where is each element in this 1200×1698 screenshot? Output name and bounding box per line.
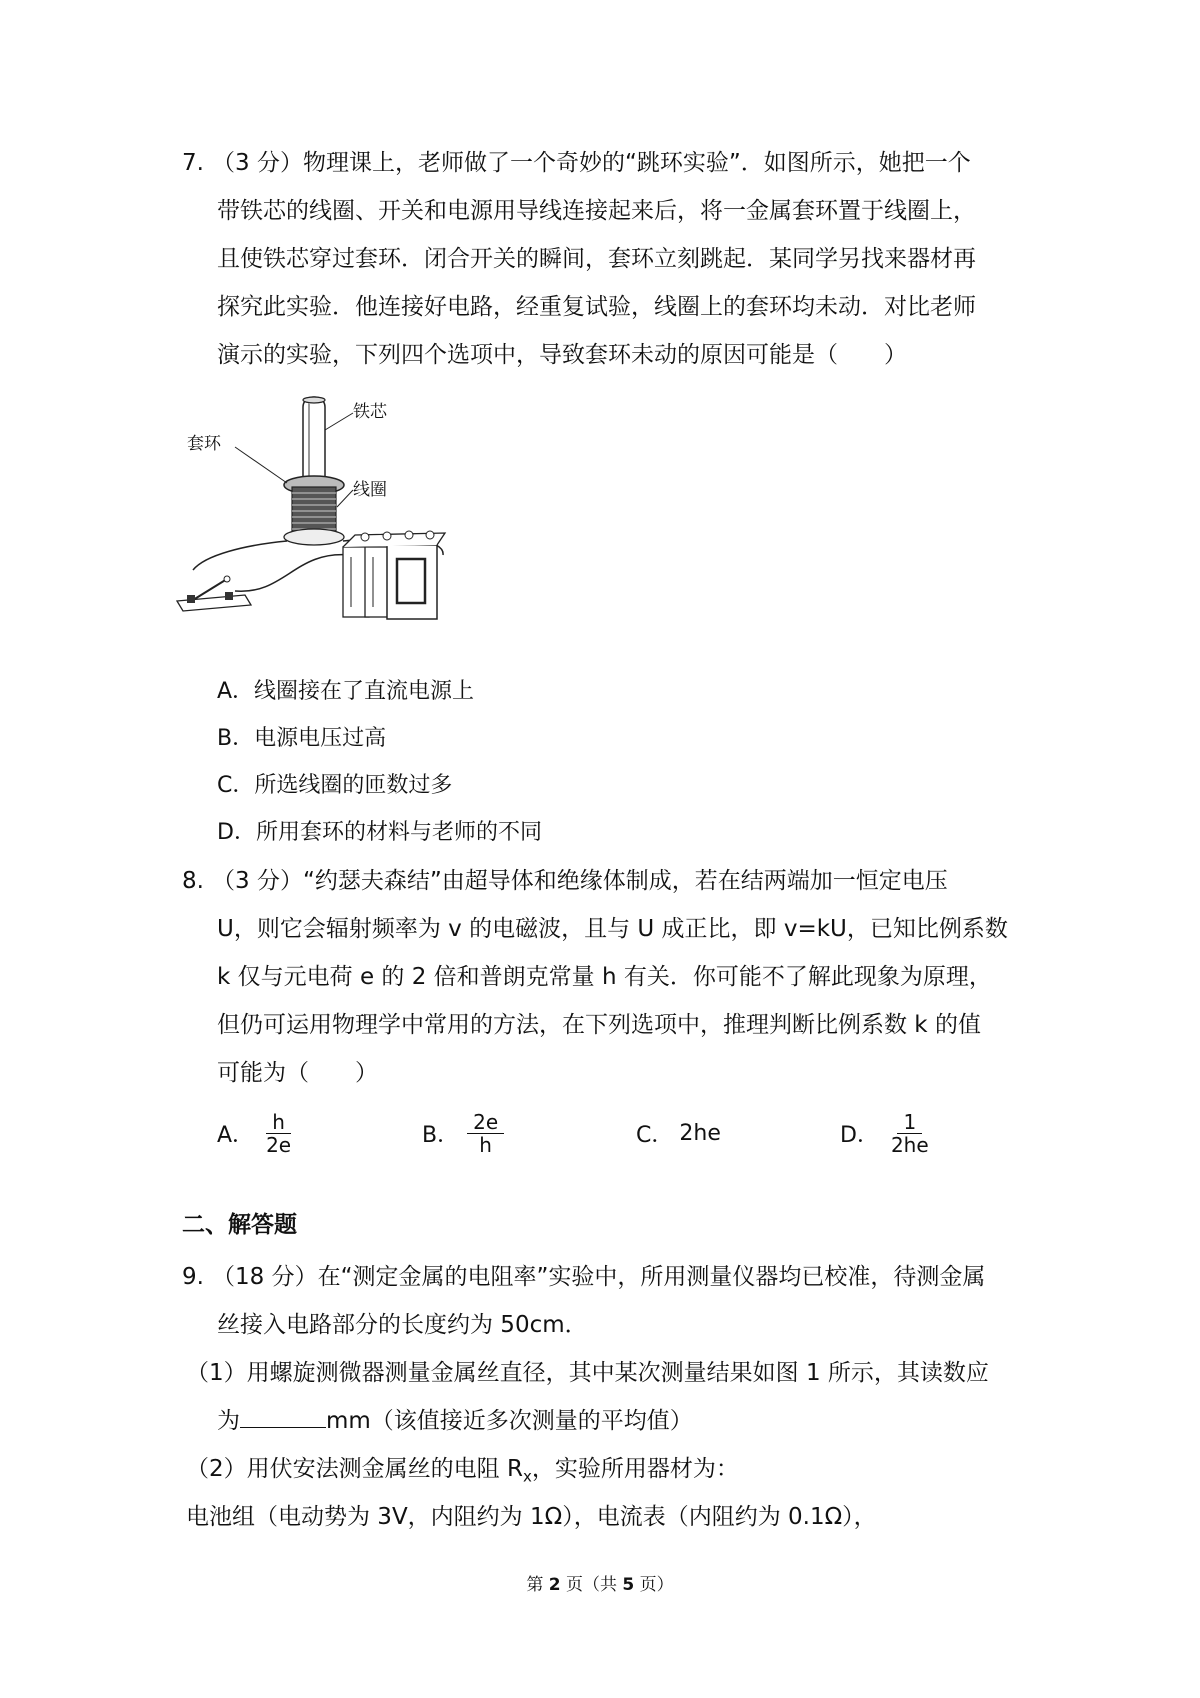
section-heading: 二、解答题 xyxy=(182,1212,297,1238)
power-supply-shape xyxy=(343,531,445,619)
q8-line-4: 但仍可运用物理学中常用的方法，在下列选项中，推理判断比例系数 k 的值 xyxy=(217,1012,981,1038)
q7-option-d: D．所用套环的材料与老师的不同 xyxy=(217,820,542,845)
q9-line-2: 丝接入电路部分的长度约为 50cm． xyxy=(217,1312,588,1338)
q9-part1-line-2 xyxy=(217,1406,693,1436)
q8-option-c xyxy=(636,1105,721,1161)
q7-line-4: 探究此实验．他连接好电路，经重复试验，线圈上的套环均未动．对比老师 xyxy=(217,294,976,320)
q7-option-c: C．所选线圈的匝数过多 xyxy=(217,773,453,798)
q8-option-d-denominator: 2he xyxy=(890,1132,929,1157)
footer-prefix: 第 xyxy=(526,1575,549,1595)
q8-number: 8. xyxy=(182,868,204,894)
q8-option-c-value: 2he xyxy=(679,1120,721,1146)
q8-option-a-denominator: 2e xyxy=(266,1132,292,1157)
q8-line-5: 可能为（ ） xyxy=(217,1060,378,1086)
q9-part3-line: 电池组（电动势为 3V，内阻约为 1Ω），电流表（内阻约为 0.1Ω）， xyxy=(186,1504,877,1530)
q7-option-b: B．电源电压过高 xyxy=(217,726,387,751)
q8-option-a-label: A． xyxy=(217,1122,255,1148)
q8-option-b-label: B． xyxy=(422,1122,460,1148)
answer-blank[interactable] xyxy=(240,1407,326,1428)
q8-option-d xyxy=(840,1105,933,1161)
footer-middle: 页（共 xyxy=(560,1575,623,1595)
jumping-ring-diagram xyxy=(175,395,500,635)
q8-option-b-numerator: 2e xyxy=(467,1111,504,1134)
q7-line-5: 演示的实验，下列四个选项中，导致套环未动的原因可能是（ ） xyxy=(217,342,907,368)
q8-option-c-label: C． xyxy=(636,1122,674,1148)
q9-part2-suffix: ，实验所用器材为： xyxy=(531,1456,739,1482)
q8-option-b xyxy=(422,1105,504,1161)
jumping-ring-figure xyxy=(175,395,500,635)
q9-part1-line-1: （1）用螺旋测微器测量金属丝直径，其中某次测量结果如图 1 所示，其读数应 xyxy=(186,1360,989,1386)
q8-line-1: （3 分）“约瑟夫森结”由超导体和绝缘体制成，若在结两端加一恒定电压 xyxy=(212,868,948,894)
q8-option-d-numerator: 1 xyxy=(897,1111,922,1134)
q8-line-2: U，则它会辐射频率为 v 的电磁波，且与 U 成正比，即 v=kU，已知比例系数 xyxy=(217,916,1008,942)
q8-option-d-label: D． xyxy=(840,1122,879,1148)
q8-option-b-denominator: h xyxy=(479,1132,492,1157)
q9-line-1: （18 分）在“测定金属的电阻率”实验中，所用测量仪器均已校准，待测金属 xyxy=(212,1264,986,1290)
footer-suffix: 页） xyxy=(634,1575,674,1595)
q9-part2-prefix: （2）用伏安法测金属丝的电阻 R xyxy=(186,1456,523,1482)
q8-option-a xyxy=(217,1105,295,1161)
q9-part1-prefix: 为 xyxy=(217,1408,240,1434)
label-ring: 套环 xyxy=(187,434,221,454)
q9-part2-subscript: x xyxy=(522,1467,532,1486)
q8-option-a-fraction xyxy=(262,1111,295,1156)
q7-number: 7. xyxy=(182,150,204,176)
q7-line-3: 且使铁芯穿过套环．闭合开关的瞬间，套环立刻跳起．某同学另找来器材再 xyxy=(217,246,976,272)
q9-number: 9. xyxy=(182,1264,204,1290)
footer-total-pages: 5 xyxy=(622,1575,635,1595)
page-footer xyxy=(0,1570,1200,1595)
q7-line-2: 带铁芯的线圈、开关和电源用导线连接起来后，将一金属套环置于线圈上， xyxy=(217,198,976,224)
q8-option-d-fraction xyxy=(887,1111,933,1156)
q8-line-3: k 仅与元电荷 e 的 2 倍和普朗克常量 h 有关．你可能不了解此现象为原理， xyxy=(217,964,992,990)
label-iron-core: 铁芯 xyxy=(353,402,387,422)
q9-part1-suffix: mm（该值接近多次测量的平均值） xyxy=(326,1408,693,1434)
q8-option-b-fraction xyxy=(467,1111,504,1156)
footer-page-number: 2 xyxy=(548,1575,561,1595)
q8-option-a-numerator: h xyxy=(266,1111,291,1134)
label-coil: 线圈 xyxy=(353,480,387,500)
q7-option-a: A．线圈接在了直流电源上 xyxy=(217,679,475,704)
q7-line-1: （3 分）物理课上，老师做了一个奇妙的“跳环实验”．如图所示，她把一个 xyxy=(212,150,971,176)
q9-part2-line xyxy=(186,1454,739,1492)
